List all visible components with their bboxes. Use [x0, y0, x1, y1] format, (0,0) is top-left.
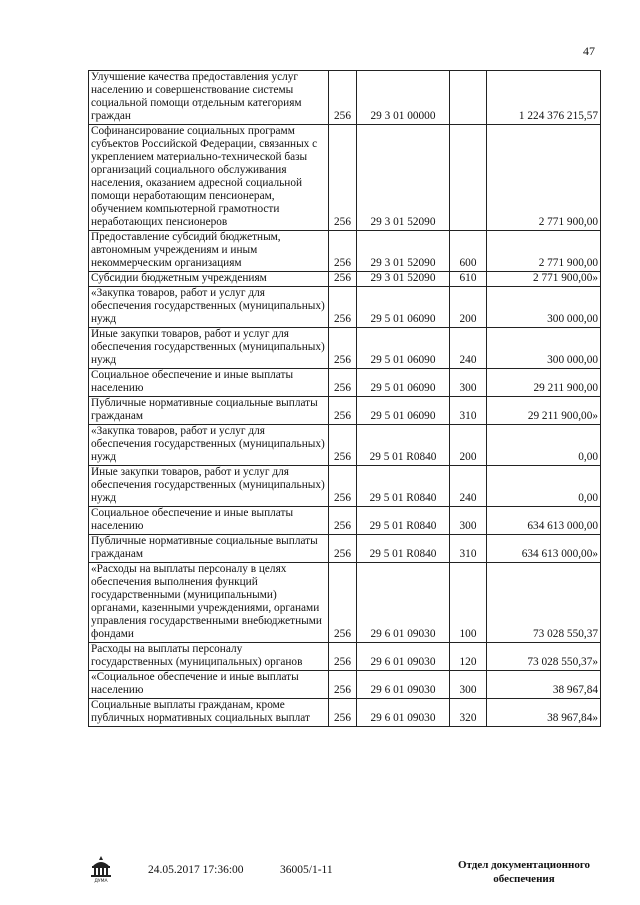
row-name-cell: «Закупка товаров, работ и услуг для обеспечения государственных (муниципальных) нужд: [89, 425, 329, 466]
row-name-cell: Социальное обеспечение и иные выплаты населению: [89, 507, 329, 535]
row-target-article-cell: 29 3 01 52090: [357, 125, 450, 231]
table-row: [89, 563, 601, 643]
row-target-article-cell: 29 5 01 R0840: [357, 425, 450, 466]
row-expense-type-cell: 310: [450, 535, 487, 563]
footer-doc-number: 36005/1-11: [280, 864, 333, 876]
footer-date: 24.05.2017 17:36:00: [148, 864, 244, 876]
row-code-cell: 256: [329, 699, 357, 727]
row-code-cell: 256: [329, 535, 357, 563]
row-amount-cell: 38 967,84: [487, 671, 601, 699]
row-code-cell: 256: [329, 125, 357, 231]
row-code-cell: 256: [329, 563, 357, 643]
row-target-article-cell: 29 3 01 52090: [357, 272, 450, 287]
row-target-article-cell: 29 5 01 06090: [357, 287, 450, 328]
row-expense-type-cell: 300: [450, 507, 487, 535]
row-amount-cell: 29 211 900,00: [487, 369, 601, 397]
row-amount-cell: 300 000,00: [487, 328, 601, 369]
row-code-cell: 256: [329, 369, 357, 397]
footer-department: [444, 858, 604, 886]
row-name-cell: Иные закупки товаров, работ и услуг для обеспечения государственных (муниципальных) нужд: [89, 466, 329, 507]
row-code-cell: 256: [329, 643, 357, 671]
table-row: [89, 699, 601, 727]
row-name-cell: Улучшение качества предоставления услуг населению и совершенствование системы социальной помощи отдельным категориям граждан: [89, 71, 329, 125]
table-row: [89, 535, 601, 563]
row-amount-cell: 2 771 900,00: [487, 231, 601, 272]
row-expense-type-cell: 600: [450, 231, 487, 272]
row-name-cell: Социальное обеспечение и иные выплаты населению: [89, 369, 329, 397]
row-target-article-cell: 29 6 01 09030: [357, 563, 450, 643]
row-code-cell: 256: [329, 71, 357, 125]
row-name-cell: Социальные выплаты гражданам, кроме публичных нормативных социальных выплат: [89, 699, 329, 727]
row-expense-type-cell: 100: [450, 563, 487, 643]
duma-building-icon: [89, 855, 113, 883]
row-amount-cell: 634 613 000,00: [487, 507, 601, 535]
row-amount-cell: 38 967,84»: [487, 699, 601, 727]
row-expense-type-cell: 320: [450, 699, 487, 727]
row-expense-type-cell: 240: [450, 466, 487, 507]
table-row: [89, 397, 601, 425]
row-amount-cell: 2 771 900,00»: [487, 272, 601, 287]
table-row: [89, 671, 601, 699]
table-row: [89, 125, 601, 231]
row-code-cell: 256: [329, 328, 357, 369]
row-target-article-cell: 29 6 01 09030: [357, 699, 450, 727]
row-code-cell: 256: [329, 671, 357, 699]
row-name-cell: Софинансирование социальных программ субъектов Российской Федерации, связанных с укреплением материально-технической базы организаций социального обслуживания населения, оказанием адресной социальной помощи неработающим пенсионерам, обучением компьютерной грамотности неработающих пенсионеров: [89, 125, 329, 231]
row-expense-type-cell: 200: [450, 425, 487, 466]
row-expense-type-cell: 300: [450, 369, 487, 397]
budget-table: [88, 70, 601, 727]
row-expense-type-cell: 300: [450, 671, 487, 699]
table-row: [89, 71, 601, 125]
row-target-article-cell: 29 5 01 06090: [357, 369, 450, 397]
row-target-article-cell: 29 5 01 06090: [357, 328, 450, 369]
row-code-cell: 256: [329, 272, 357, 287]
row-expense-type-cell: 310: [450, 397, 487, 425]
row-target-article-cell: 29 3 01 00000: [357, 71, 450, 125]
row-amount-cell: 73 028 550,37: [487, 563, 601, 643]
row-amount-cell: 0,00: [487, 425, 601, 466]
row-amount-cell: 300 000,00: [487, 287, 601, 328]
table-row: [89, 425, 601, 466]
row-expense-type-cell: 240: [450, 328, 487, 369]
row-code-cell: 256: [329, 397, 357, 425]
row-code-cell: 256: [329, 425, 357, 466]
page-number: 47: [583, 44, 595, 58]
row-code-cell: 256: [329, 466, 357, 507]
row-expense-type-cell: 200: [450, 287, 487, 328]
table-row: [89, 328, 601, 369]
table-row: [89, 287, 601, 328]
row-target-article-cell: 29 5 01 06090: [357, 397, 450, 425]
table-row: [89, 272, 601, 287]
row-name-cell: «Расходы на выплаты персоналу в целях обеспечения выполнения функций государственными (муниципальными) органами, казенными учреждениями, органами управления государственными внебюджетными фондами: [89, 563, 329, 643]
row-amount-cell: 73 028 550,37»: [487, 643, 601, 671]
row-expense-type-cell: [450, 71, 487, 125]
row-amount-cell: 1 224 376 215,57: [487, 71, 601, 125]
row-name-cell: Публичные нормативные социальные выплаты гражданам: [89, 535, 329, 563]
row-code-cell: 256: [329, 507, 357, 535]
row-name-cell: Иные закупки товаров, работ и услуг для обеспечения государственных (муниципальных) нужд: [89, 328, 329, 369]
table-row: [89, 231, 601, 272]
row-target-article-cell: 29 5 01 R0840: [357, 507, 450, 535]
row-name-cell: Публичные нормативные социальные выплаты гражданам: [89, 397, 329, 425]
footer-department-line1: Отдел документационного: [457, 859, 591, 871]
row-expense-type-cell: 610: [450, 272, 487, 287]
row-name-cell: «Социальное обеспечение и иные выплаты населению: [89, 671, 329, 699]
row-code-cell: 256: [329, 287, 357, 328]
table-row: [89, 507, 601, 535]
row-amount-cell: 2 771 900,00: [487, 125, 601, 231]
row-amount-cell: 634 613 000,00»: [487, 535, 601, 563]
row-code-cell: 256: [329, 231, 357, 272]
row-name-cell: Субсидии бюджетным учреждениям: [89, 272, 329, 287]
row-name-cell: Предоставление субсидий бюджетным, автономным учреждениям и иным некоммерческим организациям: [89, 231, 329, 272]
row-target-article-cell: 29 5 01 R0840: [357, 535, 450, 563]
row-target-article-cell: 29 6 01 09030: [357, 643, 450, 671]
row-expense-type-cell: 120: [450, 643, 487, 671]
row-name-cell: Расходы на выплаты персоналу государственных (муниципальных) органов: [89, 643, 329, 671]
footer-department-line2: обеспечения: [493, 873, 555, 885]
row-target-article-cell: 29 5 01 R0840: [357, 466, 450, 507]
row-target-article-cell: 29 3 01 52090: [357, 231, 450, 272]
row-name-cell: «Закупка товаров, работ и услуг для обеспечения государственных (муниципальных) нужд: [89, 287, 329, 328]
row-amount-cell: 29 211 900,00»: [487, 397, 601, 425]
table-row: [89, 643, 601, 671]
table-row: [89, 369, 601, 397]
row-amount-cell: 0,00: [487, 466, 601, 507]
row-expense-type-cell: [450, 125, 487, 231]
row-target-article-cell: 29 6 01 09030: [357, 671, 450, 699]
table-row: [89, 466, 601, 507]
logo-text: ДУМА: [94, 879, 108, 883]
